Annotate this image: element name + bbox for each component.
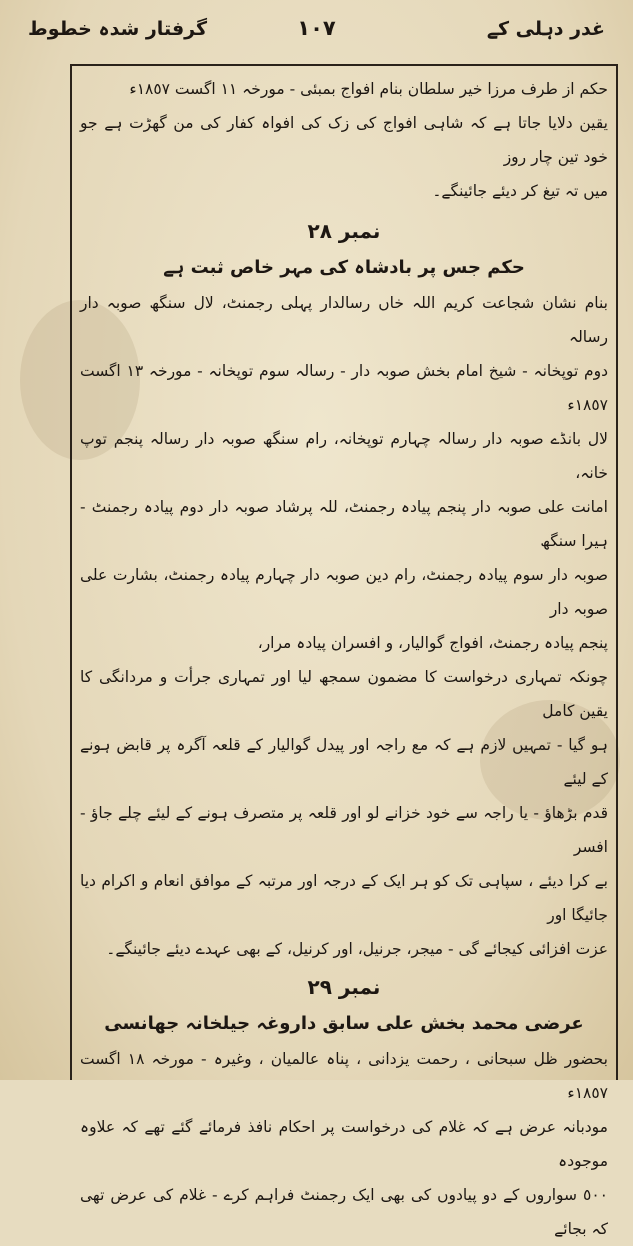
body-line: قدم بڑھاؤ - یا راجہ سے خود خزانے لو اور قلعہ پر متصرف ہونے کے لیئے چلے جاؤ - افسر xyxy=(80,804,608,856)
running-head-right: غدر دہلی کے xyxy=(486,18,605,40)
page-content xyxy=(80,72,608,1238)
section-title-28: حکم جس پر بادشاہ کی مہر خاص ثبت ہے xyxy=(163,257,525,278)
section-number-29: نمبر ٢٩ xyxy=(307,975,381,999)
address-line: بنام نشان شجاعت کریم اللہ خاں رسالدار پہلی رجمنٹ، لال سنگھ صوبہ دار رسالہ xyxy=(80,294,608,346)
running-head xyxy=(28,12,605,52)
address-line: دوم توپخانہ - شیخ امام بخش صوبہ دار - رسالہ سوم توپخانہ - مورخہ ١٣ اگست ١٨٥٧ء xyxy=(80,362,608,414)
address-line: صوبہ دار سوم پیادہ رجمنٹ، رام دین صوبہ دار چہارم پیادہ رجمنٹ، بشارت علی صوبہ دار xyxy=(80,566,608,618)
address-line: لال بانڈے صوبہ دار رسالہ چہارم توپخانہ، رام سنگھ صوبہ دار رسالہ پنجم توپ خانہ، xyxy=(80,430,608,482)
address-line: امانت علی صوبہ دار پنجم پیادہ رجمنٹ، للہ پرشاد صوبہ دار دوم پیادہ رجمنٹ - ہیرا سنگھ xyxy=(80,498,608,550)
body-line: چونکہ تمہاری درخواست کا مضمون سمجھ لیا اور تمہاری جرأت و مردانگی کا یقین کامل xyxy=(80,668,608,720)
intro-line: حکم از طرف مرزا خیر سلطان بنام افواج بمبئی - مورخہ ١١ اگست ١٨٥٧ء xyxy=(129,80,608,98)
body-line: ہو گیا - تمہیں لازم ہے کہ مع راجہ اور پیدل گوالیار کے قلعہ آگرہ پر قابض ہونے کے لیئے xyxy=(80,736,608,788)
text-frame xyxy=(70,64,618,1238)
body-line: بے کرا دیئے ، سپاہی تک کو ہر ایک کے درجہ اور مرتبہ کے موافق انعام و اکرام دیا جائیگا اور xyxy=(80,872,608,924)
section-title-29: عرضی محمد بخش علی سابق داروغہ جیلخانہ جھانسی xyxy=(104,1013,584,1034)
section-number-28: نمبر ٢٨ xyxy=(307,219,381,243)
petition-line: بحضور ظل سبحانی ، رحمت یزدانی ، پناہ عالمیان ، وغیرہ - مورخہ ١٨ اگست ١٨٥٧ء xyxy=(80,1050,608,1102)
running-head-left: گرفتار شدہ خطوط xyxy=(28,18,208,40)
address-line: پنجم پیادہ رجمنٹ، افواج گوالیار، و افسران پیادہ مرار، xyxy=(257,634,608,652)
intro-line: یقین دلایا جاتا ہے کہ شاہی افواج کی زک کی افواہ کفار کی من گھڑت ہے جو خود تین چار روز xyxy=(80,114,608,166)
petition-line: مودبانہ عرض ہے کہ غلام کی درخواست پر احکام نافذ فرمائے گئے تھے کہ علاوہ موجودہ xyxy=(80,1118,608,1170)
body-line: عزت افزائی کیجائے گی - میجر، جرنیل، اور کرنیل، کے بھی عہدے دیئے جائینگے۔ xyxy=(106,940,608,958)
petition-line: ٥٠٠ سواروں کے دو پیادوں کی بھی ایک رجمنٹ فراہم کرے - غلام کی عرض تھی کہ بجائے xyxy=(80,1186,608,1238)
page-number: ١٠٧ xyxy=(297,16,336,40)
intro-line: میں تہ تیغ کر دیئے جائینگے۔ xyxy=(432,182,608,200)
